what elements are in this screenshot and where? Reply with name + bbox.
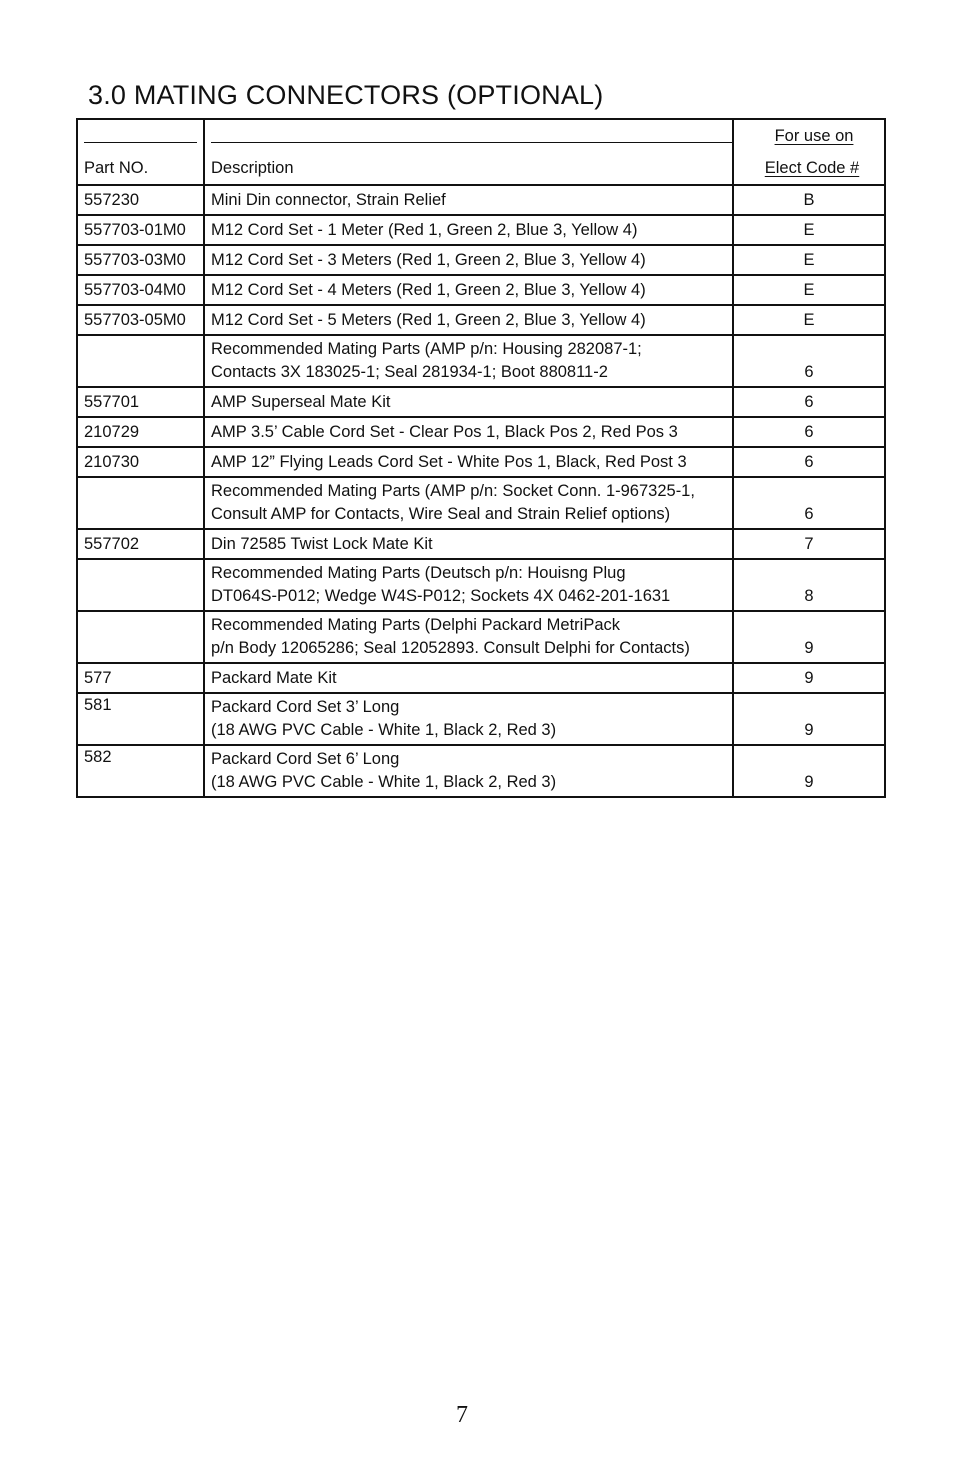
part-number-cell: 210730 <box>77 447 204 477</box>
table-row <box>77 663 885 693</box>
part-number-cell <box>77 611 204 663</box>
header-elect-code: For use on Elect Code # <box>733 119 885 185</box>
section-title: 3.0 MATING CONNECTORS (OPTIONAL) <box>88 80 604 110</box>
table-row <box>77 275 885 305</box>
table-body <box>77 185 885 797</box>
part-number-cell: 557701 <box>77 387 204 417</box>
mating-connectors-table <box>76 118 886 798</box>
description-line: Recommended Mating Parts (Delphi Packard MetriPack <box>211 616 620 634</box>
description-cell <box>204 185 733 215</box>
part-number-cell: 581 <box>77 693 204 745</box>
elect-code-cell: 9 <box>733 611 885 663</box>
description-cell <box>204 447 733 477</box>
elect-code-cell: 9 <box>733 745 885 797</box>
description-cell <box>204 663 733 693</box>
header-part-number: Part NO. <box>77 119 204 185</box>
description-line: Recommended Mating Parts (AMP p/n: Housing 282087-1; <box>211 340 642 358</box>
table-row <box>77 215 885 245</box>
elect-code-cell: 6 <box>733 447 885 477</box>
description-line: p/n Body 12065286; Seal 12052893. Consult Delphi for Contacts) <box>211 639 690 657</box>
part-number-cell <box>77 335 204 387</box>
description-line: Consult AMP for Contacts, Wire Seal and Strain Relief options) <box>211 505 671 523</box>
description-line: Recommended Mating Parts (Deutsch p/n: Houisng Plug <box>211 564 626 582</box>
description-line: Packard Cord Set 3’ Long <box>211 698 400 716</box>
elect-code-cell: 9 <box>733 693 885 745</box>
elect-code-cell: 8 <box>733 559 885 611</box>
part-number-cell: 582 <box>77 745 204 797</box>
table-row <box>77 529 885 559</box>
page-number: 7 <box>456 1402 468 1428</box>
elect-code-cell: 6 <box>733 417 885 447</box>
description-line: Contacts 3X 183025-1; Seal 281934-1; Boot 880811-2 <box>211 363 608 381</box>
description-cell <box>204 215 733 245</box>
description-line: Mini Din connector, Strain Relief <box>211 190 446 209</box>
part-number-cell: 557703-03M0 <box>77 245 204 275</box>
description-line: AMP 12” Flying Leads Cord Set - White Pos 1, Black, Red Post 3 <box>211 452 687 471</box>
description-line: AMP 3.5’ Cable Cord Set - Clear Pos 1, Black Pos 2, Red Pos 3 <box>211 422 678 441</box>
description-line: M12 Cord Set - 3 Meters (Red 1, Green 2, Blue 3, Yellow 4) <box>211 250 646 269</box>
description-cell <box>204 417 733 447</box>
description-line: (18 AWG PVC Cable - White 1, Black 2, Red 3) <box>211 721 557 739</box>
description-line: M12 Cord Set - 5 Meters (Red 1, Green 2, Blue 3, Yellow 4) <box>211 310 646 329</box>
description-line: Din 72585 Twist Lock Mate Kit <box>211 534 433 553</box>
table-row <box>77 447 885 477</box>
elect-code-cell: E <box>733 305 885 335</box>
description-cell <box>204 745 733 797</box>
elect-code-cell: E <box>733 245 885 275</box>
description-cell <box>204 305 733 335</box>
part-number-cell: 557230 <box>77 185 204 215</box>
elect-code-cell: B <box>733 185 885 215</box>
table-row <box>77 559 885 611</box>
part-number-cell <box>77 559 204 611</box>
description-cell <box>204 275 733 305</box>
description-line: Packard Mate Kit <box>211 668 337 687</box>
part-number-cell: 210729 <box>77 417 204 447</box>
table-row <box>77 417 885 447</box>
table-row <box>77 693 885 745</box>
elect-code-cell: E <box>733 215 885 245</box>
table-row <box>77 245 885 275</box>
description-line: DT064S-P012; Wedge W4S-P012; Sockets 4X 0462-201-1631 <box>211 587 671 605</box>
description-cell <box>204 335 733 387</box>
description-cell <box>204 611 733 663</box>
description-cell <box>204 693 733 745</box>
description-line: M12 Cord Set - 4 Meters (Red 1, Green 2, Blue 3, Yellow 4) <box>211 280 646 299</box>
part-number-cell: 557703-05M0 <box>77 305 204 335</box>
description-cell <box>204 245 733 275</box>
description-line: (18 AWG PVC Cable - White 1, Black 2, Red 3) <box>211 773 557 791</box>
elect-code-cell: E <box>733 275 885 305</box>
part-number-cell: 557702 <box>77 529 204 559</box>
description-line: Recommended Mating Parts (AMP p/n: Socket Conn. 1-967325-1, <box>211 482 695 500</box>
elect-code-cell: 9 <box>733 663 885 693</box>
description-cell <box>204 529 733 559</box>
part-number-cell: 577 <box>77 663 204 693</box>
part-number-cell: 557703-01M0 <box>77 215 204 245</box>
table-header-row <box>77 119 885 185</box>
description-line: Packard Cord Set 6’ Long <box>211 750 400 768</box>
description-cell <box>204 559 733 611</box>
description-cell <box>204 477 733 529</box>
table-row <box>77 611 885 663</box>
table-row <box>77 745 885 797</box>
header-description: Description <box>204 119 733 185</box>
table-row <box>77 335 885 387</box>
table-row <box>77 387 885 417</box>
description-line: M12 Cord Set - 1 Meter (Red 1, Green 2, Blue 3, Yellow 4) <box>211 220 638 239</box>
description-line: AMP Superseal Mate Kit <box>211 392 391 411</box>
part-number-cell <box>77 477 204 529</box>
description-cell <box>204 387 733 417</box>
elect-code-cell: 6 <box>733 335 885 387</box>
elect-code-cell: 6 <box>733 477 885 529</box>
table-row <box>77 305 885 335</box>
elect-code-cell: 6 <box>733 387 885 417</box>
elect-code-cell: 7 <box>733 529 885 559</box>
table-row <box>77 185 885 215</box>
table-row <box>77 477 885 529</box>
part-number-cell: 557703-04M0 <box>77 275 204 305</box>
